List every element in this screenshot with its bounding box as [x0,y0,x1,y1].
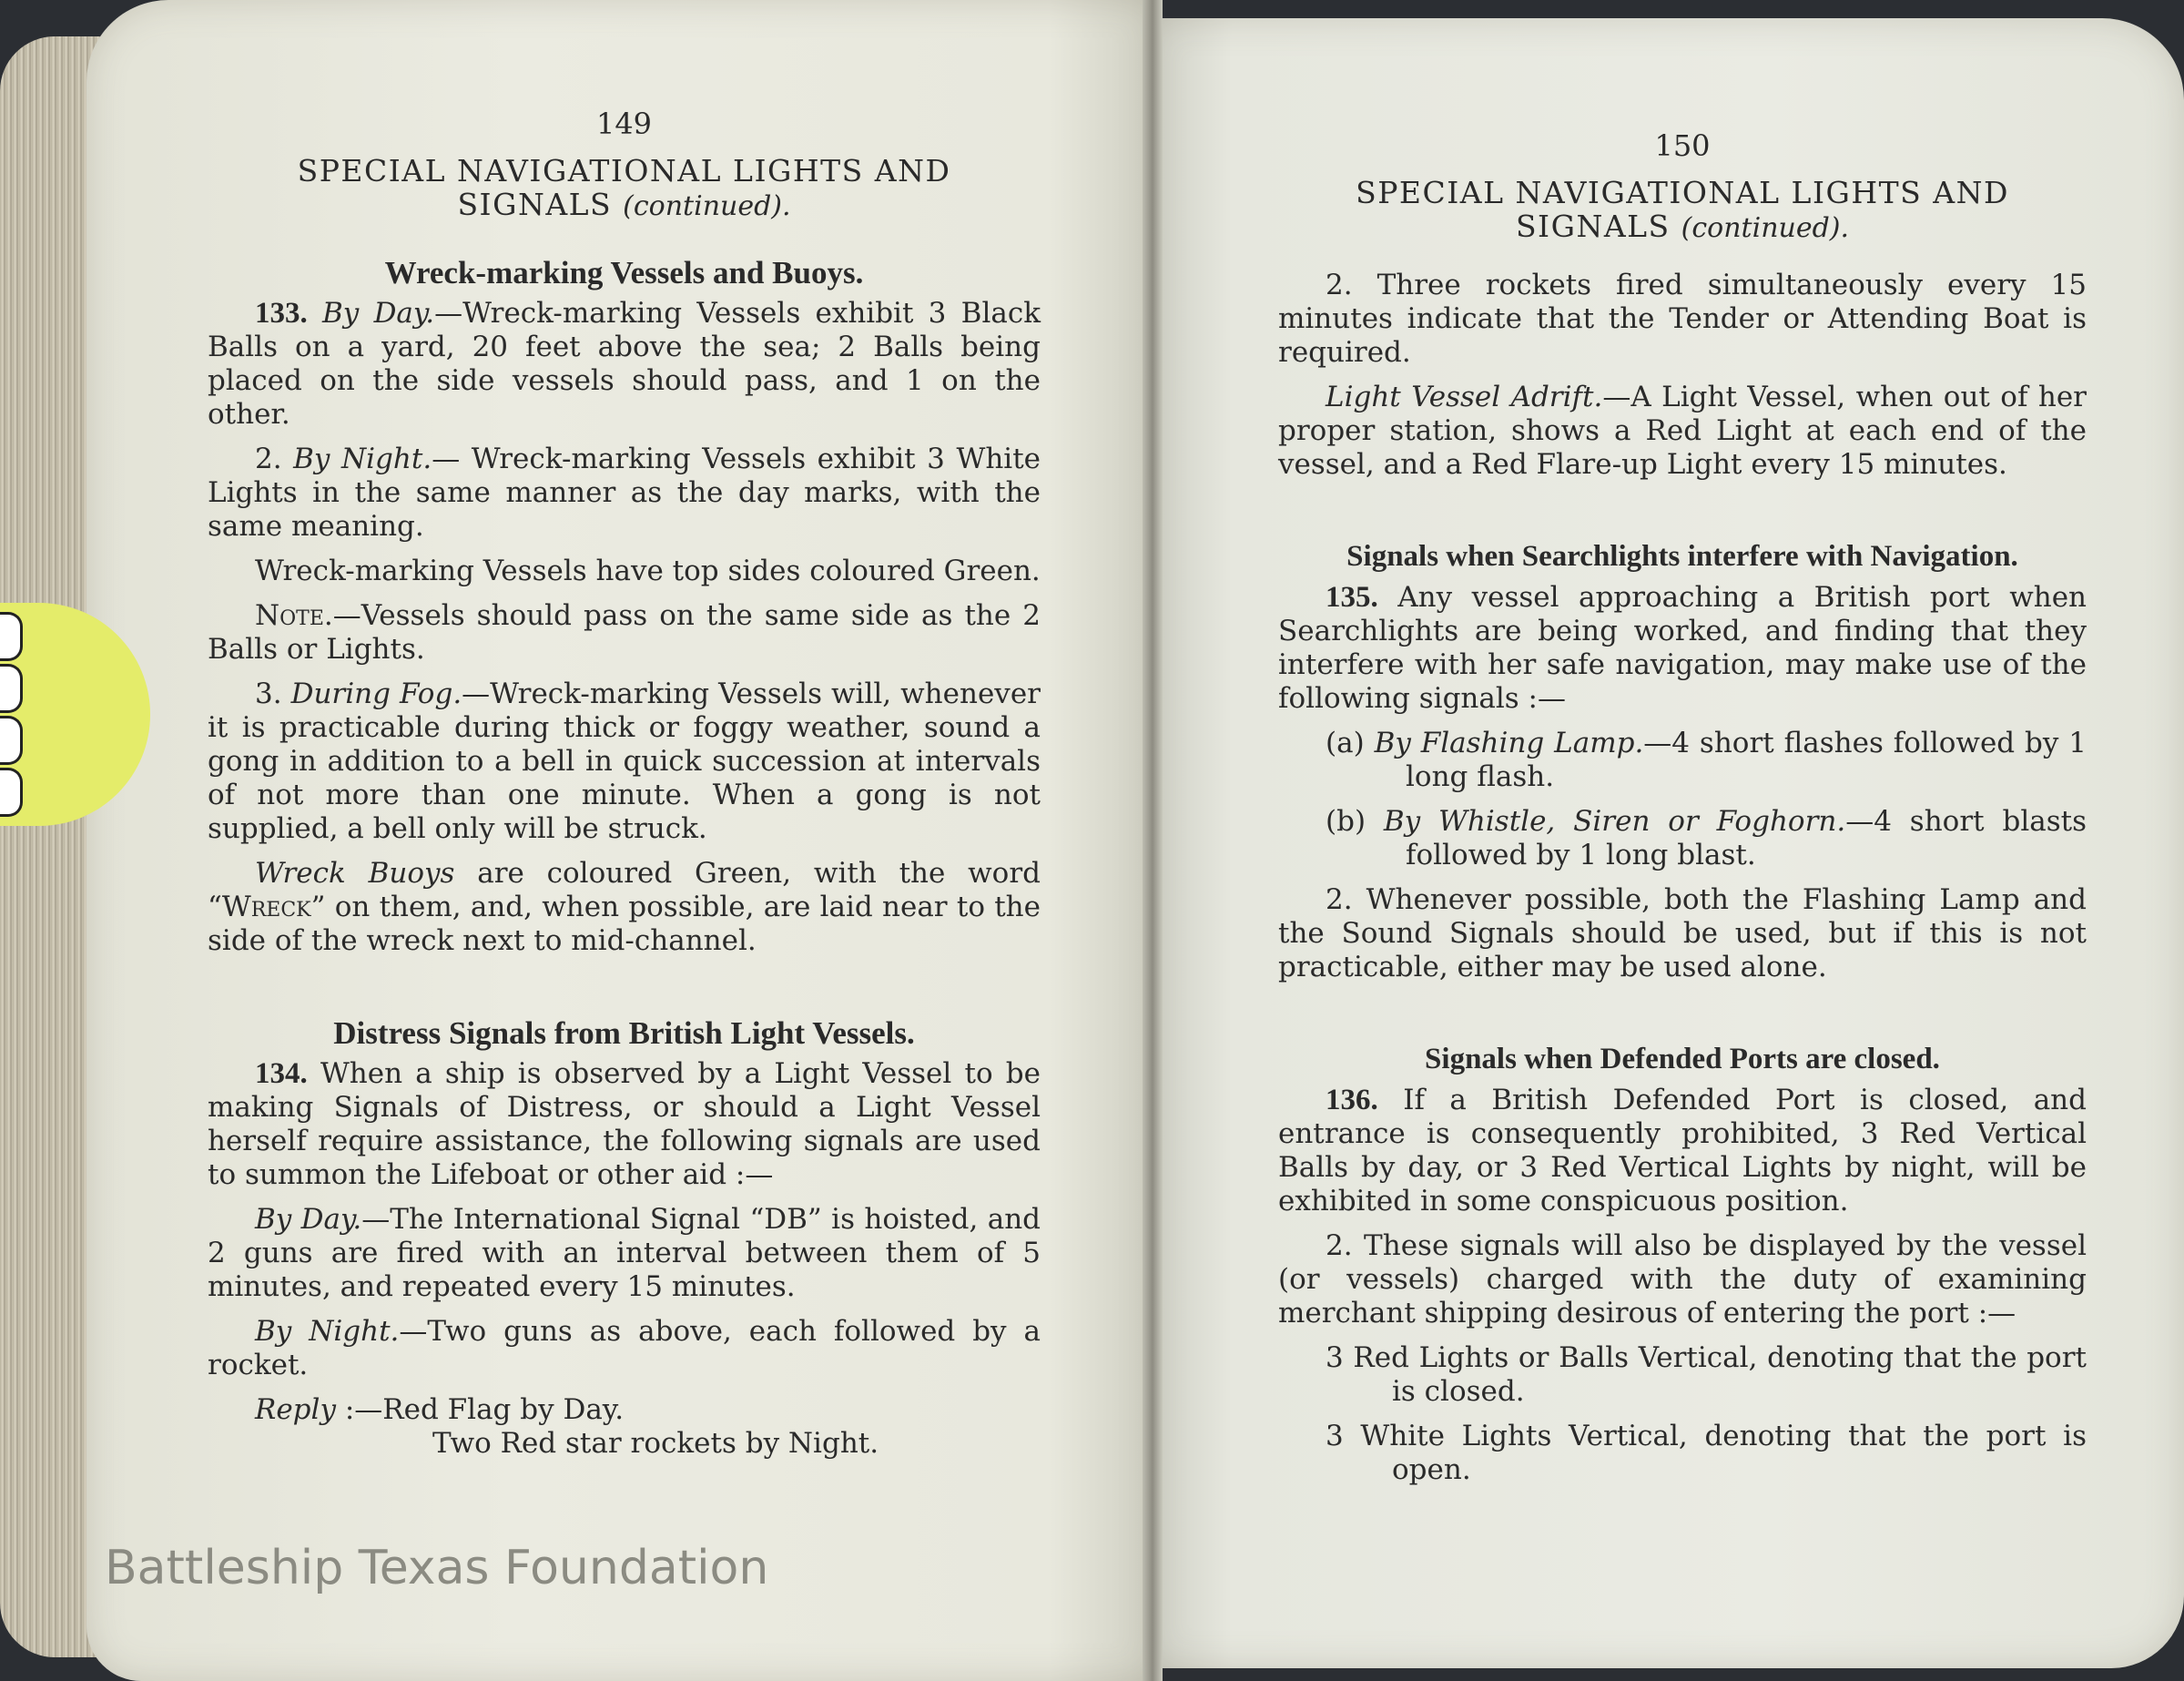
list-item-closed: 3 Red Lights or Balls Vertical, denoting that the port is closed. [1326,1341,2087,1408]
paragraph-green: Wreck-marking Vessels have top sides coloured Green. [255,555,1041,587]
paragraph-text: —Vessels should pass on the same side as the 2 Balls or Lights. [208,599,1041,666]
section-title: Signals when Searchlights interfere with Navigation. [1346,540,2018,573]
paragraph-label: By Whistle, Siren or Foghorn. [1383,805,1846,838]
paragraph-label: Wreck Buoys [255,857,455,890]
paragraph-136-2 [1278,1229,2087,1330]
paragraph-133 [208,297,1041,432]
paragraph-text: :—Red Flag by Day. [335,1393,625,1426]
paragraph-136 [1278,1084,2087,1218]
paragraph-by-night [208,1315,1041,1382]
heading-continued: (continued). [1681,212,1850,244]
paragraph-number: 135. [1326,581,1378,614]
paragraph-label: Reply [255,1393,336,1426]
paragraph-text: These signals will also be displayed by the vessel (or vessels) charged with the duty of examining merchant shipping desirous of entering the port :— [1278,1229,2087,1330]
paragraph-text: —Wreck-marking Vessels exhibit 3 Black Balls on a yard, 20 feet above the sea; 2 Balls being placed on the side vessels should pass, and 1 on the other. [208,297,1041,431]
paragraph-text: —Two guns as above, each followed by a rocket. [208,1315,1041,1381]
paragraph-number: 2. [1326,883,1353,916]
tab-hole [0,716,23,765]
heading-line: SPECIAL NAVIGATIONAL LIGHTS AND [297,153,951,188]
page-heading [208,154,1041,223]
right-page-text [1278,129,2087,1498]
paragraph-reply-night: Two Red star rockets by Night. [432,1427,879,1460]
paragraph-label: By Night. [293,443,432,475]
list-item-open: 3 White Lights Vertical, denoting that the port is open. [1326,1420,2087,1486]
paragraph-135-2 [1278,883,2087,984]
heading-line: SIGNALS [457,187,613,222]
paragraph-text: Three rockets fired simultaneously every 15 minutes indicate that the Tender or Attending Boat is required. [1278,269,2087,369]
list-marker: (a) [1326,727,1365,759]
paragraph-number: 3. [255,677,282,710]
paragraph-number: 2. [255,443,282,475]
paragraph-text: —A Light Vessel, when out of her proper station, shows a Red Light at each end of the vessel, and a Red Flare-up Light every 15 minutes. [1278,381,2087,481]
paragraph-label: By Day. [255,1203,362,1236]
paragraph-label: Light Vessel Adrift. [1326,381,1603,413]
paragraph-label: By Day. [322,297,435,330]
book-spine-gutter [1143,0,1163,1681]
paragraph-text: —4 short blasts followed by 1 long blast. [1406,805,2087,871]
watermark-text: Battleship Texas Foundation [105,1541,769,1595]
paragraph-134 [208,1057,1041,1192]
page-number: 150 [1654,128,1711,163]
paragraph-note [208,599,1041,667]
paragraph-133-2 [208,443,1041,544]
tab-hole [0,664,23,713]
paragraph-number: 133. [255,297,308,330]
paragraph-buoys [208,857,1041,958]
paragraph-reply [208,1393,1041,1427]
list-item-b [1278,805,2087,872]
note-label: Note. [255,599,333,632]
heading-line: SPECIAL NAVIGATIONAL LIGHTS AND [1356,175,2009,210]
paragraph-text: Whenever possible, both the Flashing Lamp and the Sound Signals should be used, but if this is not practicable, either may be used alone. [1278,883,2087,983]
paragraph-label: By Flashing Lamp. [1374,727,1644,759]
paragraph-text: —4 short flashes followed by 1 long flash. [1406,727,2087,793]
paragraph-by-day [208,1203,1041,1304]
paragraph-text: When a ship is observed by a Light Vessel to be making Signals of Distress, or should a Light Vessel herself require assistance, the following signals are used to summon the Lifeboat or other aid :— [208,1057,1041,1191]
paragraph-text: Any vessel approaching a British port when Searchlights are being worked, and finding that they interfere with her safe navigation, may make use of the following signals :— [1278,581,2087,715]
paragraph-133-3 [208,677,1041,846]
paragraph-rockets [1278,269,2087,370]
paragraph-label: During Fog. [290,677,462,710]
paragraph-text: —Wreck-marking Vessels will, whenever it is practicable during thick or foggy weather, sound a gong in addition to a bell in quick succession at intervals of not more than one minute. When a gong is not supplied, a bell only will be struck. [208,677,1041,845]
paragraph-number: 134. [255,1057,308,1090]
paragraph-adrift [1278,381,2087,482]
paragraph-text: If a British Defended Port is closed, and entrance is consequently prohibited, 3 Red Vertical Balls by day, or 3 Red Vertical Lights by night, will be exhibited in some conspicuous position. [1278,1084,2087,1217]
paragraph-text: — Wreck-marking Vessels exhibit 3 White Lights in the same manner as the day marks, with the same meaning. [208,443,1041,543]
paragraph-number: 2. [1326,269,1353,301]
left-page-text [208,107,1041,1461]
paragraph-text: ” on them, and, when possible, are laid near to the side of the wreck next to mid-channel. [208,891,1041,957]
page-heading [1278,176,2087,245]
section-title: Signals when Defended Ports are closed. [1425,1043,1940,1075]
paragraph-number: 2. [1326,1229,1353,1262]
section-title: Wreck-marking Vessels and Buoys. [384,255,864,290]
paragraph-label: By Night. [255,1315,400,1348]
heading-continued: (continued). [623,190,791,222]
page-number: 149 [595,107,653,141]
paragraph-text: are coloured Green, with the word “ [208,857,1041,923]
section-title: Distress Signals from British Light Vessels. [333,1015,915,1051]
list-marker: (b) [1326,805,1366,838]
tab-hole [0,612,23,661]
bookmark-tab-holes [0,612,22,817]
paragraph-135 [1278,581,2087,716]
list-item-a [1278,727,2087,794]
paragraph-text: —The International Signal “DB” is hoisted, and 2 guns are fired with an interval between them of 5 minutes, and repeated every 15 minutes. [208,1203,1041,1303]
buoy-word: Wreck [221,891,311,923]
paragraph-number: 136. [1326,1084,1378,1116]
heading-line: SIGNALS [1515,209,1671,244]
tab-hole [0,768,23,817]
